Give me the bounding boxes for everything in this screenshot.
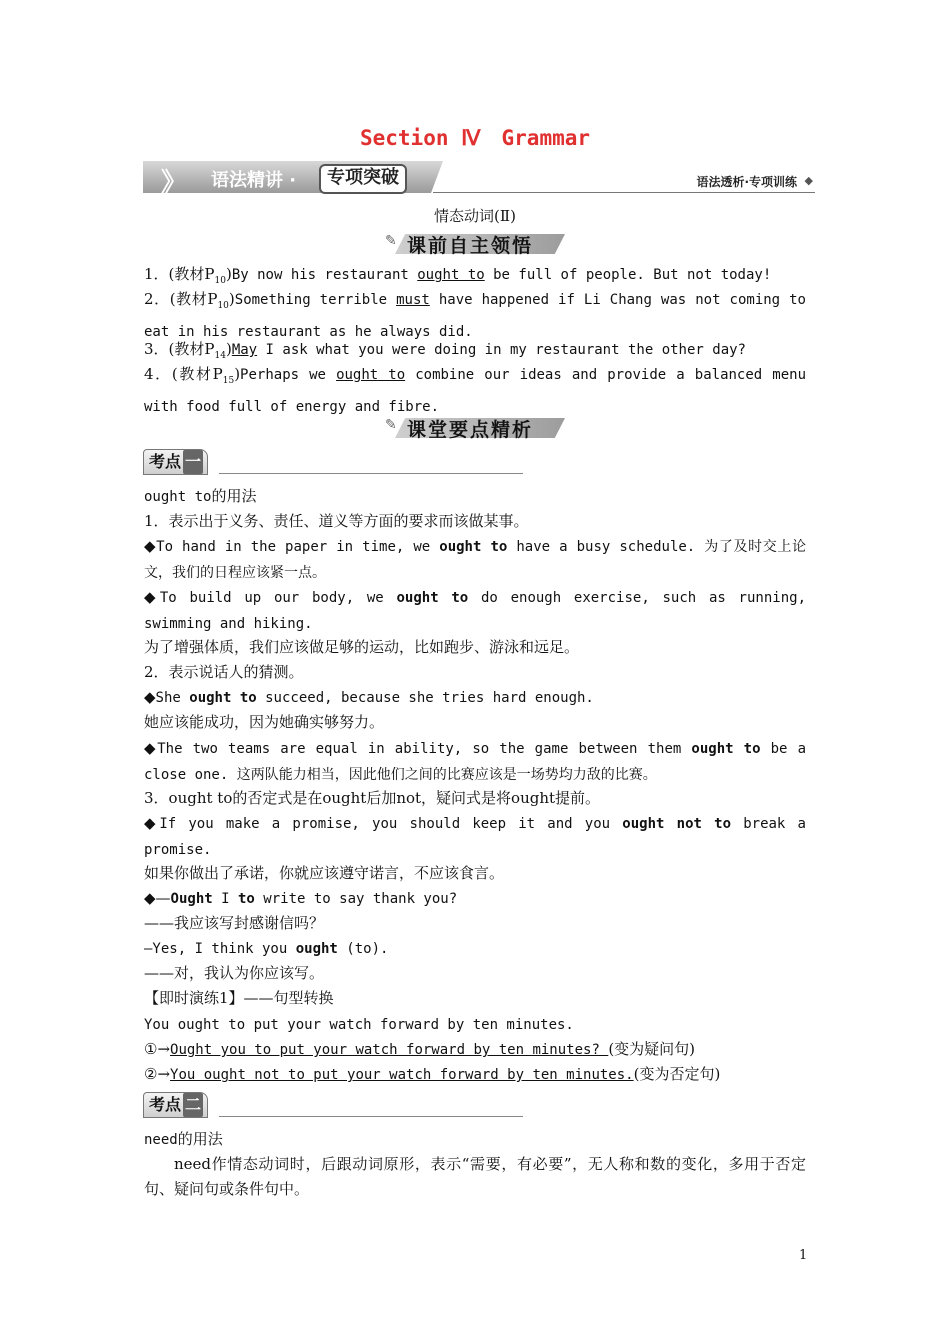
pencil-icon: ✎ xyxy=(385,233,397,249)
example-7-translation: ——对，我认为你应该写。 xyxy=(144,964,325,982)
diamond-icon: ◆ xyxy=(804,174,813,187)
section-banner xyxy=(143,161,815,198)
practice-answer-1: ①→Ought you to put your watch forward by ten minutes? (变为疑问句) xyxy=(144,1040,696,1058)
section-label: 课前自主领悟 xyxy=(407,235,534,257)
kaodian-1-point-3: 3．ought to的否定式是在ought后加not，疑问式是将ought提前。 xyxy=(144,789,601,807)
kaodian-1-point-2: 2．表示说话人的猜测。 xyxy=(144,663,304,681)
chevron-right-icon: 》 xyxy=(161,168,180,198)
example-4: ◆The two teams are equal in ability, so the game between them ought to be a close one. 这两队能力相当，因此他们之间的比赛应该是一场势均力敌的比赛。 xyxy=(144,739,806,783)
kaodian-2-point-1: need作情态动词时，后跟动词原形，表示“需要，有必要”，无人称和数的变化，多用于否定句、疑问句或条件句中。 xyxy=(144,1155,806,1198)
banner-right-text: 语法透析·专项训练 xyxy=(696,175,797,189)
practice-title: 【即时演练1】——句型转换 xyxy=(144,989,334,1007)
example-5-translation: 如果你做出了承诺，你就应该遵守诺言，不应该食言。 xyxy=(144,864,505,882)
page-title: Section Ⅳ Grammar xyxy=(359,126,591,150)
kaodian-2-tab: 考点 二 xyxy=(143,1092,523,1118)
page-number: 1 xyxy=(799,1248,808,1263)
section-label: 课堂要点精析 xyxy=(407,419,534,441)
kaodian-1-heading: ought to的用法 xyxy=(144,487,257,505)
example-6: ◆—Ought I to write to say thank you? xyxy=(144,889,458,907)
banner-box-text: 专项突破 xyxy=(319,164,407,194)
example-7: —Yes, I think you ought (to). xyxy=(144,941,389,957)
banner-rule xyxy=(433,192,815,193)
pre-item-1: 1．(教材$P_{10})By$ now his restaurant ought to be full of people. But not today! xyxy=(144,265,772,286)
pre-item-4: 4．(教材$P_{15})Perhaps$ we ought to combine our ideas and provide a balanced menu with food full of energy and fibre. xyxy=(144,365,807,415)
example-3: ◆She ought to succeed, because she tries hard enough. xyxy=(144,688,594,706)
practice-answer-2: ②→You ought not to put your watch forward by ten minutes.(变为否定句) xyxy=(144,1065,721,1083)
banner-left-text: 语法精讲 · xyxy=(211,170,297,191)
kaodian-1-tab: 考点 一 xyxy=(143,449,523,475)
subtitle: 情态动词(Ⅱ) xyxy=(434,207,516,225)
pencil-icon: ✎ xyxy=(385,417,397,433)
kaodian-2-heading: need的用法 xyxy=(144,1130,223,1148)
example-2-translation: 为了增强体质，我们应该做足够的运动，比如跑步、游泳和远足。 xyxy=(144,638,580,656)
pre-item-2: 2．(教材$P_{10})Something$ terrible must have happened if Li Chang was not coming to eat in his restaurant as he always did. xyxy=(144,290,806,340)
section-head-class xyxy=(385,414,565,440)
section-head-pre xyxy=(385,230,565,256)
example-1: ◆To hand in the paper in time, we ought to have a busy schedule. 为了及时交上论文，我们的日程应该紧一点。 xyxy=(144,537,806,581)
pre-item-3: 3．(教材$P_{14})May$ I ask what you were doing in my restaurant the other day? xyxy=(144,340,746,361)
kaodian-1-point-1: 1．表示出于义务、责任、道义等方面的要求而该做某事。 xyxy=(144,512,529,530)
example-2: ◆To build up our body, we ought to do enough exercise, such as running, swimming and hiking. xyxy=(144,588,806,632)
example-6-translation: ——我应该写封感谢信吗？ xyxy=(144,914,325,932)
practice-source: You ought to put your watch forward by ten minutes. xyxy=(144,1017,574,1033)
example-5: ◆If you make a promise, you should keep it and you ought not to break a promise. xyxy=(144,814,806,858)
example-3-translation: 她应该能成功，因为她确实够努力。 xyxy=(144,713,385,731)
